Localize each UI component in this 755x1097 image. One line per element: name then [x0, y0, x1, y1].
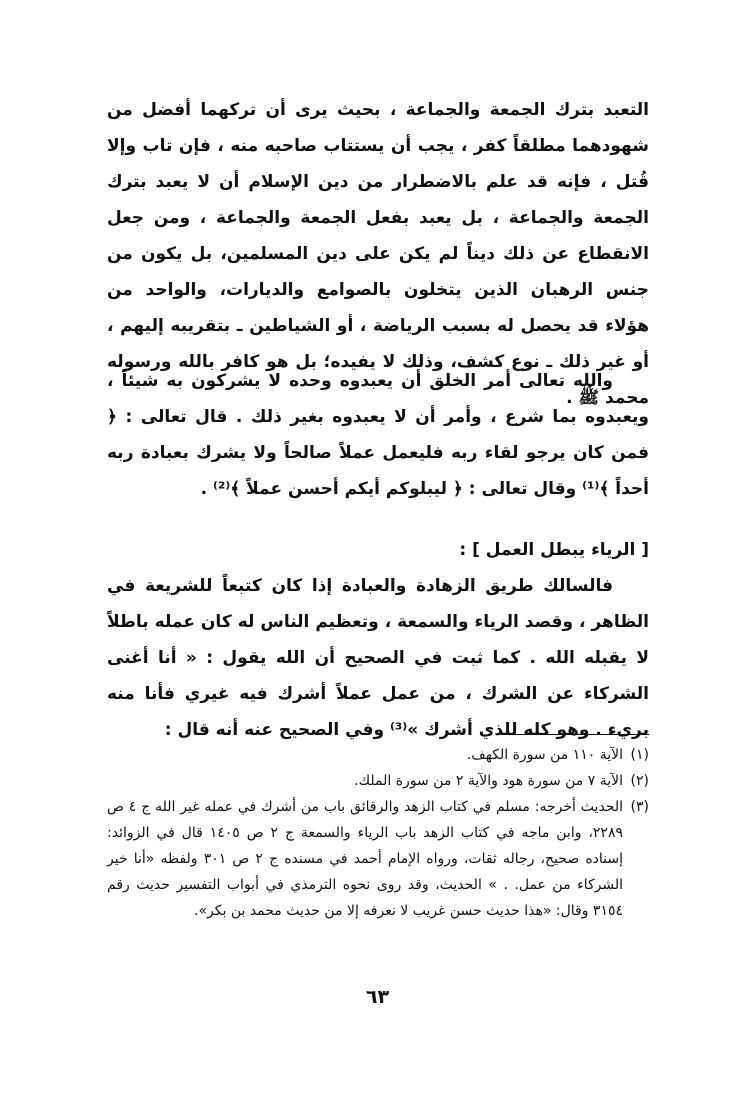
- footnote-2-number: (٢): [630, 773, 649, 789]
- footnote-1-text: الآية ١١٠ من سورة الكهف.: [466, 747, 623, 763]
- paragraph-3-text: فالسالك طريق الزهادة والعبادة إذا كان كتبعاً للشريعة في الظاهر ، وقصد الرياء والسمعة ، وتعظيم الناس له كان عمله باطلاً لا يقبله الله . كما ثبت في الصحيح أن الله يقول : « أنا أغنى الشركاء عن الشرك ، من عمل عملاً أشرك فيه غيري فأنا منه بريء . وهو كله للذي أشرك »⁽³⁾ وفي الصحيح عنه أنه قال :: [107, 576, 649, 740]
- footnote-2: [107, 768, 649, 794]
- footnote-2-text: الآية ٧ من سورة هود والآية ٢ من سورة الملك.: [354, 773, 623, 789]
- footnotes: [107, 742, 649, 924]
- section-heading: [107, 532, 649, 568]
- footnote-3: [107, 794, 649, 924]
- paragraph-2-text: والله تعالى أمر الخلق أن يعبدوه وحده لا يشركون به شيئاً ، ويعبدوه بما شرع ، وأمر أن لا يعبدوه بغير ذلك . قال تعالى : ﴿ فمن كان يرجو لقاء ربه فليعمل عملاً صالحاً ولا يشرك بعبادة ربه أحداً ﴾⁽¹⁾ وقال تعالى : ﴿ ليبلوكم أيكم أحسن عملاً ﴾⁽²⁾ .: [107, 371, 649, 499]
- footnote-1-number: (١): [630, 747, 649, 763]
- footnote-divider: [501, 734, 649, 735]
- footnote-3-text: الحديث أخرجه: مسلم في كتاب الزهد والرقائق باب من أشرك في عمله غير الله ج ٤ ص ٢٢٨٩، وابن ماجه في كتاب الزهد باب الرياء والسمعة ج ٢ ص ١٤٠٥ قال في الزوائد: إسناده صحيح، رجاله ثقات، ورواه الإمام أحمد في مسنده ج ٢ ص ٣٠١ ولفظه «أنا خير الشركاء من عمل. . » الحديث، وقد روى نحوه الترمذي في أبواب التفسير حديث رقم ٣١٥٤ وقال: «هذا حديث حسن غريب لا نعرفه إلا من حديث محمد بن بكر».: [107, 799, 624, 919]
- paragraph-2: [107, 363, 649, 507]
- page-number: ٦٣: [365, 986, 390, 1008]
- paragraph-1-text: التعبد بترك الجمعة والجماعة ، بحيث يرى أن تركهما أفضل من شهودهما مطلقاً كفر ، يجب أن يستتاب صاحبه منه ، فإن تاب وإلا قُتل ، فإنه قد علم بالاضطرار من دين الإسلام أن لا يعبد بترك الجمعة والجماعة ، بل يعبد بفعل الجمعة والجماعة ، ومن جعل الانقطاع عن ذلك ديناً لم يكن على دين المسلمين، بل يكون من جنس الرهبان الذين يتخلون بالصوامع والديارات، والواحد من هؤلاء قد يحصل له بسبب الرياضة ، أو الشياطين ـ بتقريبه إليهم ، أو غير ذلك ـ نوع كشف، وذلك لا يفيده؛ بل هو كافر بالله ورسوله محمد ﷺ .: [107, 100, 649, 408]
- section-heading-text: [ الرياء يبطل العمل ] :: [459, 540, 649, 560]
- footnote-1: [107, 742, 649, 768]
- paragraph-3: [107, 568, 649, 748]
- footnote-3-number: (٣): [630, 799, 649, 815]
